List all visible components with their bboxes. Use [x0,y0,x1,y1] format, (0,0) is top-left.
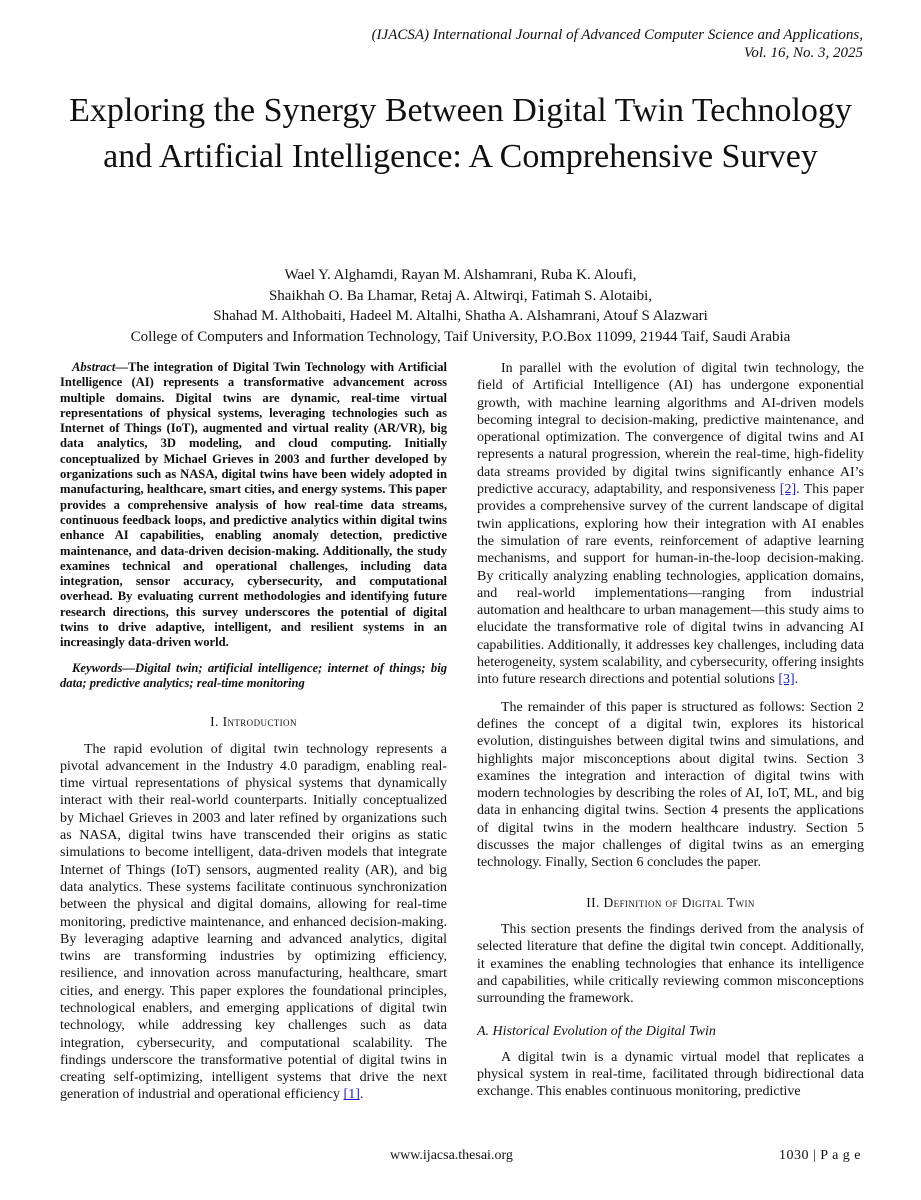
intro-paragraph-2-end: . [794,672,799,688]
intro-paragraph-1 [60,741,447,1104]
citation-link-3[interactable]: [3] [778,672,795,688]
abstract-text: —The integration of Digital Twin Technology with Artificial Intelligence (AI) represents a transformative advancement across multiple domains. Digital twins are dynamic, real-time virtual representations of physical systems, leveraging technologies such as Internet of Things (IoT), augmented and virtual reality (AR/VR), big data analytics, 3D modeling, and cloud computing. Initially conceptualized by Michael Grieves in 2003 and further developed by organizations such as NASA, digital twins have been widely adopted in manufacturing, healthcare, smart cities, and energy systems. This paper provides a comprehensive analysis of how real-time data streams, continuous feedback loops, and predictive analytics within digital twins enhance AI capabilities, enabling anomaly detection, predictive maintenance, and data-driven decision-making. Additionally, the study examines technical and operational challenges, including data integration, sensor accuracy, cybersecurity, and computational overhead. By evaluating current methodologies and identifying future research directions, this survey underscores the potential of digital twins to drive adaptive, intelligent, and resilient systems in an increasingly data-driven world. [60,360,447,650]
journal-header [372,26,863,62]
abstract [60,360,447,651]
paper-title: Exploring the Synergy Between Digital Twin Technology and Artificial Intelligence: A Comprehensive Survey [69,92,852,175]
author-line-2: Shaikhah O. Ba Lhamar, Retaj A. Altwirqi, Fatimah S. Alotaibi, [268,287,653,304]
subsection-heading-historical-evolution: A. Historical Evolution of the Digital Twin [477,1024,716,1040]
journal-header-line1: (IJACSA) International Journal of Advanced Computer Science and Applications, [371,27,863,43]
definition-paragraph-2: A digital twin is a dynamic virtual model that replicates a physical system in real-time, facilitated through bidirectional data exchange. This enables continuous monitoring, predictive [477,1049,864,1100]
right-column [477,360,864,1101]
left-column [60,360,447,1104]
abstract-lead: Abstract [72,360,116,374]
author-line-3: Shahad M. Althobaiti, Hadeel M. Altalhi, Shatha A. Alshamrani, Atouf S Alazwari [213,308,708,324]
citation-link-2[interactable]: [2] [779,482,797,498]
author-line-1: Wael Y. Alghamdi, Rayan M. Alshamrani, Ruba K. Aloufi, [284,267,637,283]
intro-paragraph-3: The remainder of this paper is structured as follows: Section 2 defines the concept of a digital twin, explores its historical evolution, distinguishes between digital twins and simulations, and highlights major misconceptions about digital twins. Section 3 examines the integration and interaction of digital twins with modern technologies by describing the roles of AI, IoT, ML, and big data in enhancing digital twins. Section 4 presents the applications of digital twins in the modern healthcare industry. Section 5 discusses the major challenges of digital twins as an emerging technology. Finally, Section 6 concludes the paper. [477,699,864,871]
citation-link-1[interactable]: [1] [343,1087,360,1103]
intro-paragraph-2 [477,360,864,689]
footer-site[interactable]: www.ijacsa.thesai.org [390,1148,513,1163]
footer-page-number: 1030 | P a g e [779,1148,861,1163]
intro-paragraph-2-text: In parallel with the evolution of digital twin technology, the field of Artificial Intelligence (AI) has undergone exponential growth, with machine learning algorithms and AI-driven models becoming integral to decision-making, predictive maintenance, and operational optimization. The convergence of digital twins and AI represents a natural progression, wherein the real-time, high-fidelity data streams provided by digital twins significantly enhance AI’s predictive accuracy, adaptability, and responsiveness [477,361,864,498]
intro-paragraph-1-end: . [359,1087,364,1103]
intro-paragraph-1-text: The rapid evolution of digital twin technology represents a pivotal advancement in the Industry 4.0 paradigm, enabling real-time virtual representations of physical systems that dynamically interact with their real-world counterparts. Initially conceptualized by Michael Grieves in 2003 and later refined by organizations such as NASA, digital twins have transcended their origins as static simulations to become intelligent, data-driven models that integrate Internet of Things (IoT) sensors, augmented reality (AR), and big data analytics. These systems facilitate continuous synchronization between the physical and digital domains, allowing for real-time monitoring, predictive maintenance, and enhanced decision-making. By leveraging adaptive learning and advanced analytics, digital twins are transforming industries by optimizing efficiency, resilience, and innovation across manufacturing, healthcare, smart cities, and energy. This paper explores the foundational principles, technological enablers, and emerging applications of digital twin technology, while addressing key challenges such as data integration, cybersecurity, and computational scalability. The findings underscore the transformative potential of digital twins in creating self-optimizing, intelligent systems that drive the next generation of industrial and operational efficiency [60,741,447,1103]
section-heading-introduction: I. Introduction [210,714,297,730]
section-heading-definition: II. Definition of Digital Twin [586,894,755,910]
intro-paragraph-2-tail: . This paper provides a comprehensive survey of the current landscape of digital twin applications, exploring how their integration with AI enables the simulation of rare events, reinforcement of adaptive learning mechanisms, and support for human-in-the-loop decision-making. By critically analyzing enabling technologies, application domains, and real-world implementations—ranging from industrial automation and healthcare to urban management—this study aims to elucidate the transformative role of digital twins in advancing AI capabilities. Additionally, it addresses key challenges, including data heterogeneity, system scalability, and cybersecurity, offering insights into future research directions and potential solutions [477,482,864,688]
definition-paragraph-1: This section presents the findings derived from the analysis of selected literature that define the digital twin concept. Additionally, it examines the enabling technologies that enhance its intelligence and capabilities, while critically reviewing common misconceptions surrounding the framework. [477,921,864,1007]
author-block [60,265,861,347]
keywords: Keywords—Digital twin; artificial intelligence; internet of things; big data; predictive analytics; real-time monitoring [60,660,447,690]
affiliation: College of Computers and Information Technology, Taif University, P.O.Box 11099, 21944 Taif, Saudi Arabia [130,328,791,345]
journal-header-line2: Vol. 16, No. 3, 2025 [743,45,863,61]
